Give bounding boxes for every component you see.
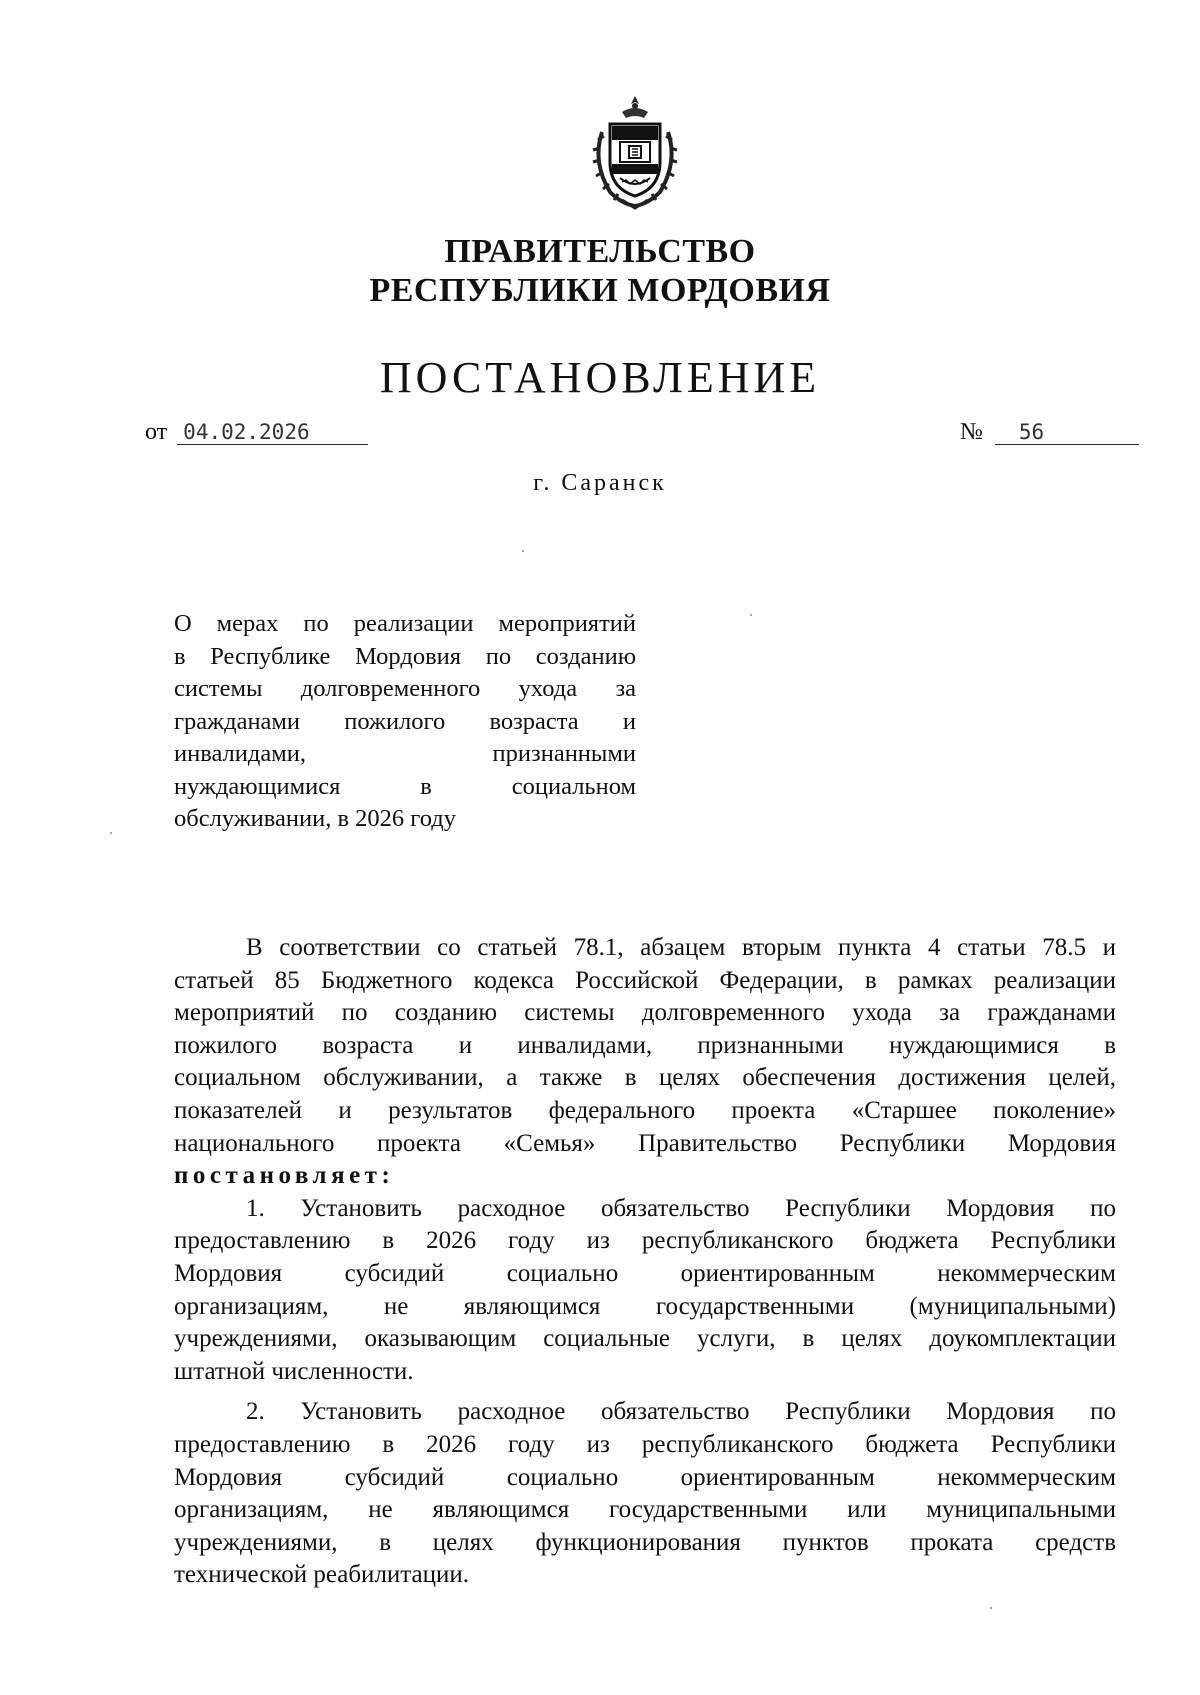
subject-line: инвалидами, признанными <box>174 740 636 767</box>
item-2-line: Мордовия субсидий социально ориентированным некоммерческим <box>174 1463 1116 1491</box>
item-1-line: учреждениями, оказывающим социальные услуги, в целях доукомплектации <box>174 1325 1116 1353</box>
item-2-line: учреждениями, в целях функционирования пунктов проката средств <box>174 1528 1116 1556</box>
date-field <box>145 419 368 446</box>
scan-speck <box>522 550 524 552</box>
document-body <box>174 932 1116 1592</box>
preamble-line: пожилого возраста и инвалидами, признанными нуждающимися в <box>174 1031 1116 1059</box>
scan-speck <box>990 1607 992 1609</box>
city-line: г. Саранск <box>533 470 667 496</box>
date-value: 04.02.2026 <box>177 420 368 445</box>
item-2-line: технической реабилитации. <box>174 1561 470 1589</box>
item-1-line: Мордовия субсидий социально ориентированным некоммерческим <box>174 1259 1116 1287</box>
org-name-line-1: ПРАВИТЕЛЬСТВО <box>444 233 756 270</box>
item-1-line: предоставлению в 2026 году из республиканского бюджета Республики <box>174 1227 1116 1255</box>
preamble-line: статьей 85 Бюджетного кодекса Российской Федерации, в рамках реализации <box>174 966 1116 994</box>
subject-line: нуждающимися в социальном <box>174 772 636 800</box>
paragraph-gap <box>174 1388 1116 1396</box>
number-field <box>960 419 1139 446</box>
subject-line: обслуживании, в 2026 году <box>174 805 457 832</box>
subject-line: в Республике Мордовия по созданию <box>174 642 636 670</box>
item-1-line: штатной численности. <box>174 1357 414 1385</box>
preamble-line: В соответствии со статьей 78.1, абзацем вторым пункта 4 статьи 78.5 и <box>246 934 1116 961</box>
item-1-line: организациям, не являющимся государственными (муниципальными) <box>174 1292 1116 1320</box>
item-2-line: 2. Установить расходное обязательство Республики Мордовия по <box>246 1398 1116 1426</box>
number-value: 56 <box>995 420 1139 445</box>
scan-speck <box>750 614 752 616</box>
number-prefix: № <box>960 419 983 445</box>
subject-line: О мерах по реализации мероприятий <box>174 610 636 637</box>
item-1-line: 1. Установить расходное обязательство Республики Мордовия по <box>246 1194 1116 1222</box>
subject-line: системы долговременного ухода за <box>174 675 636 702</box>
item-2-line: организациям, не являющимся государственными или муниципальными <box>174 1496 1116 1524</box>
coat-of-arms-icon <box>582 92 688 210</box>
preamble-line: показателей и результатов федерального проекта «Старшее поколение» <box>174 1096 1116 1124</box>
decree-word: постановляет: <box>174 1162 395 1190</box>
document-subject <box>174 608 636 836</box>
item-2-line: предоставлению в 2026 году из республиканского бюджета Республики <box>174 1430 1116 1458</box>
org-name-line-2: РЕСПУБЛИКИ МОРДОВИЯ <box>369 272 831 309</box>
preamble-line: социальном обслуживании, а также в целях обеспечения достижения целей, <box>174 1064 1116 1092</box>
preamble-line: мероприятий по созданию системы долговременного ухода за гражданами <box>174 999 1116 1027</box>
subject-line: гражданами пожилого возраста и <box>174 707 636 735</box>
date-prefix: от <box>145 419 168 445</box>
scan-speck <box>110 832 112 834</box>
document-type-title: ПОСТАНОВЛЕНИЕ <box>379 353 821 402</box>
preamble-line: национального проекта «Семья» Правительство Республики Мордовия <box>174 1129 1116 1157</box>
